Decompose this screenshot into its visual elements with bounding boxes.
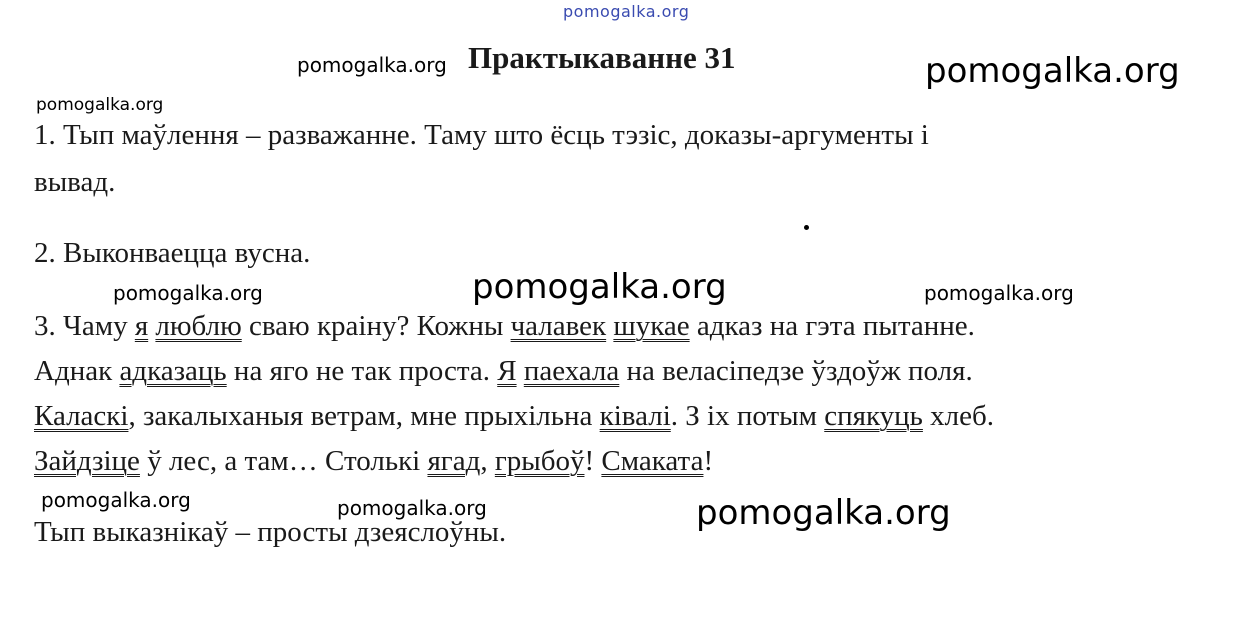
watermark-mid-right: pomogalka.org xyxy=(924,281,1074,305)
underlined-word: Я xyxy=(497,355,517,387)
paragraph-3-line-2 xyxy=(34,357,973,386)
watermark-bottom-right: pomogalka.org xyxy=(696,493,951,533)
underlined-word: я xyxy=(134,310,149,342)
text-segment: 3. Чаму xyxy=(34,310,135,342)
paragraph-3-line-4 xyxy=(34,447,713,476)
underlined-word: Смаката xyxy=(601,445,704,477)
paragraph-2: 2. Выконваецца вусна. xyxy=(34,237,311,269)
paragraph-1-line-1: 1. Тып маўлення – разважанне. Таму што ёсць тэзіс, доказы-аргументы і xyxy=(34,119,929,151)
page-title: Практыкаванне 31 xyxy=(468,40,736,75)
text-segment: на веласіпедзе ўздоўж поля. xyxy=(619,355,973,387)
underlined-word: грыбоў xyxy=(494,445,585,477)
text-segment: ў лес, а там… Столькі xyxy=(139,445,428,477)
underlined-word: чалавек xyxy=(510,310,607,342)
text-segment: . З іх потым xyxy=(670,400,825,432)
watermark-bottom-mid: pomogalka.org xyxy=(337,496,487,520)
underlined-word: люблю xyxy=(155,310,242,342)
text-segment: адказ на гэта пытанне. xyxy=(689,310,975,342)
paragraph-3-line-3 xyxy=(34,402,994,431)
underlined-word: ківалі xyxy=(599,400,671,432)
underlined-word: спякуць xyxy=(824,400,923,432)
underlined-word: адказаць xyxy=(119,355,227,387)
text-segment xyxy=(517,355,524,387)
text-segment: на яго не так проста. xyxy=(226,355,498,387)
paragraph-3-line-1 xyxy=(34,312,975,341)
text-segment: Аднак xyxy=(34,355,120,387)
conclusion-line: Тып выказнікаў – просты дзеяслоўны. xyxy=(34,516,507,548)
watermark-top: pomogalka.org xyxy=(563,2,690,21)
watermark-top-right: pomogalka.org xyxy=(925,51,1180,91)
text-segment: ! xyxy=(584,445,602,477)
watermark-left: pomogalka.org xyxy=(36,95,164,115)
watermark-bottom-left: pomogalka.org xyxy=(41,488,191,512)
underlined-word: паехала xyxy=(523,355,620,387)
underlined-word: Каласкі xyxy=(34,400,129,432)
paragraph-1-line-2: вывад. xyxy=(34,166,116,198)
watermark-title-left: pomogalka.org xyxy=(297,53,447,77)
text-segment: ! xyxy=(703,445,714,477)
watermark-mid-center: pomogalka.org xyxy=(472,267,727,307)
underlined-word: ягад xyxy=(427,445,481,477)
text-segment: сваю краіну? Кожны xyxy=(241,310,511,342)
stray-dot xyxy=(804,225,809,230)
text-segment: хлеб. xyxy=(922,400,995,432)
text-segment: , xyxy=(480,445,495,477)
watermark-mid-left: pomogalka.org xyxy=(113,281,263,305)
underlined-word: Зайдзіце xyxy=(34,445,140,477)
text-segment: , закалыханыя ветрам, мне прыхільна xyxy=(128,400,600,432)
underlined-word: шукае xyxy=(613,310,690,342)
